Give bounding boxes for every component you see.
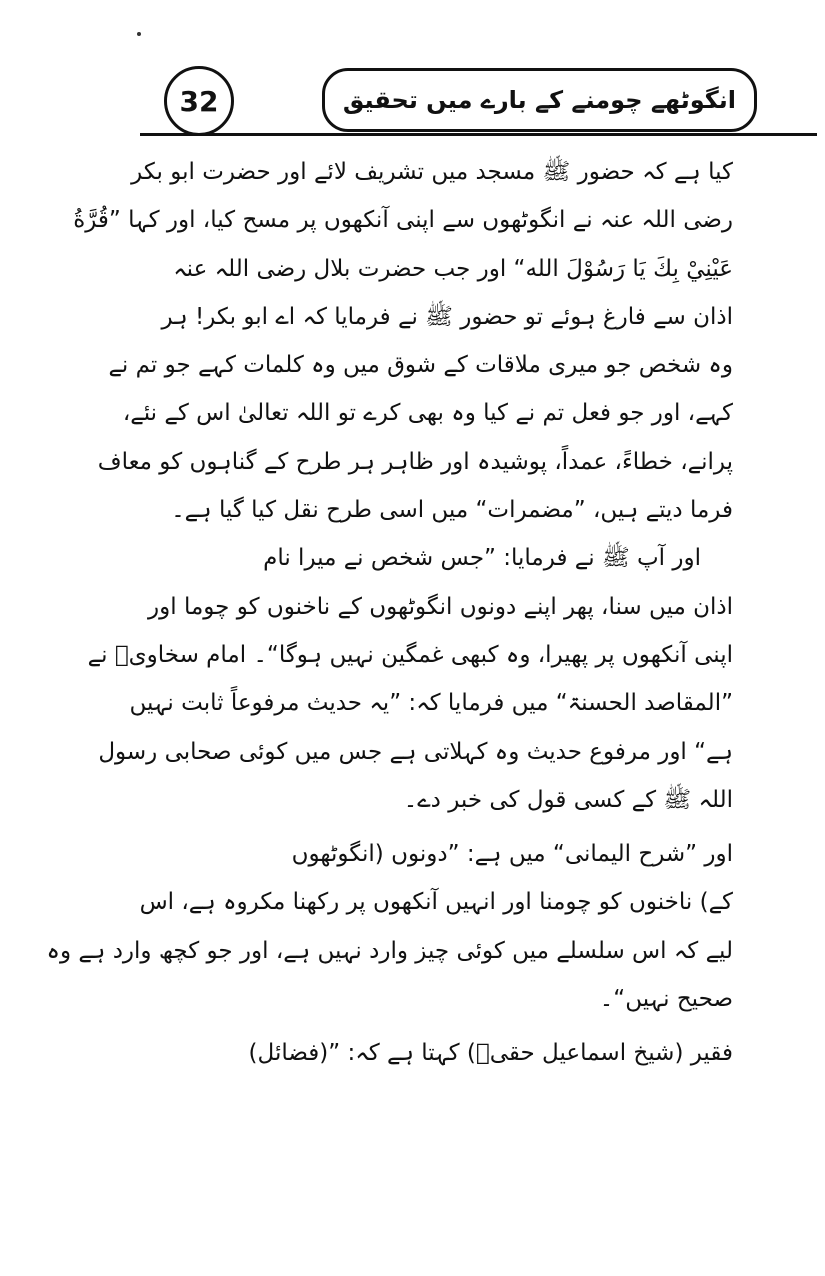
text-line: اور ”شرح الیمانی“ میں ہے: ”دونوں (انگوٹھوں [291,841,733,868]
text-line: ”المقاصد الحسنۃ“ میں فرمایا کہ: ”یہ حدیث مرفوعاً ثابت نہیں [129,690,733,717]
text-line: کہے، اور جو فعل تم نے کیا وہ بھی کرے تو اللہ تعالیٰ اس کے نئے، [122,400,733,427]
text-line: اذان سے فارغ ہوئے تو حضور ﷺ نے فرمایا کہ اے ابو بکر! ہر [161,303,733,330]
scan-speck [137,32,141,36]
text-line: صحیح نہیں“۔ [599,986,733,1013]
running-title: انگوٹھے چومنے کے بارے میں تحقیق [322,68,757,132]
text-line: وہ شخص جو میری ملاقات کے شوق میں وہ کلمات کہے جو تم نے [108,352,733,379]
text-line: فرما دیتے ہیں، ”مضمرات“ میں اسی طرح نقل کیا گیا ہے۔ [171,497,733,524]
text-line: اپنی آنکھوں پر پھیرا، وہ کبھی غمگین نہیں ہوگا“۔ امام سخاویؒ نے [87,641,733,668]
text-line: ہے“ اور مرفوع حدیث وہ کہلاتی ہے جس میں کوئی صحابی رسول [98,738,733,765]
page-header [140,58,765,138]
text-line: کے) ناخنوں کو چومنا اور انہیں آنکھوں پر رکھنا مکروہ ہے، اس [139,889,733,916]
text-line: رضی اللہ عنہ نے انگوٹھوں سے اپنی آنکھوں پر مسح کیا، اور کہا ”قُرَّةُ [73,207,733,234]
text-line: اور آپ ﷺ نے فرمایا: ”جس شخص نے میرا نام [263,545,701,572]
body-text [46,148,733,1078]
text-line: عَيْنِيْ بِكَ يَا رَسُوْلَ الله“ اور جب حضرت بلال رضی اللہ عنہ [173,255,733,282]
text-line: کیا ہے کہ حضور ﷺ مسجد میں تشریف لائے اور حضرت ابو بکر [131,159,733,185]
text-line: اذان میں سنا، پھر اپنے دونوں انگوٹھوں کے ناخنوں کو چوما اور [148,593,733,620]
text-line: اللہ ﷺ کے کسی قول کی خبر دے۔ [403,786,733,813]
header-rule [140,133,817,136]
text-line: فقیر (شیخ اسماعیل حقیؒ) کہتا ہے کہ: ”(فضائل) [248,1040,733,1067]
page-number: 32 [164,66,234,136]
text-line: لیے کہ اس سلسلے میں کوئی چیز وارد نہیں ہے، اور جو کچھ وارد ہے وہ [46,937,733,964]
text-line: پرانے، خطاءً، عمداً، پوشیدہ اور ظاہر ہر طرح کے گناہوں کو معاف [97,448,733,475]
